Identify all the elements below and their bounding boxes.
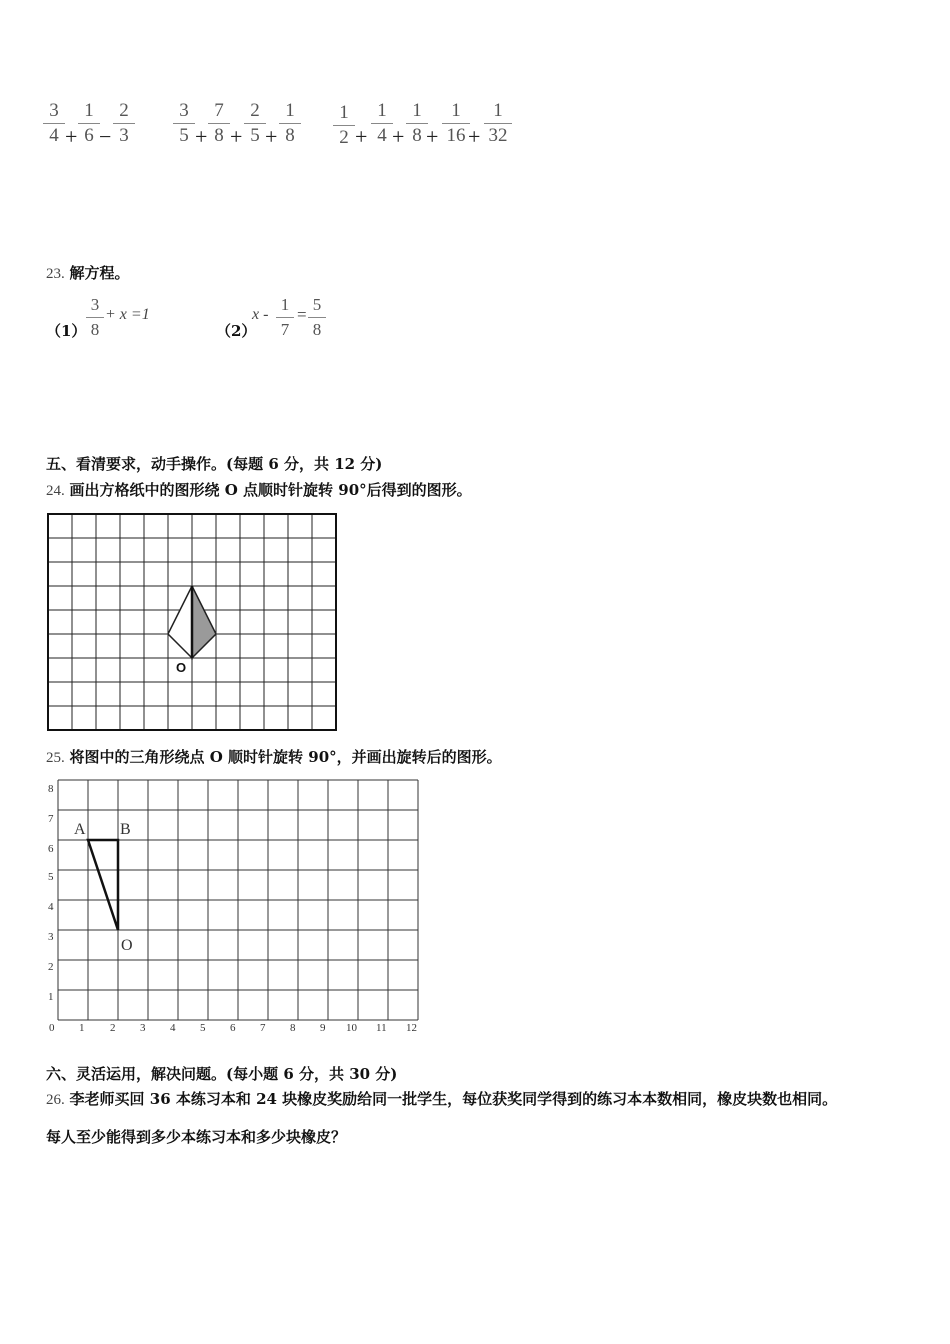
point-b-label: B xyxy=(120,821,131,838)
fraction xyxy=(442,101,470,146)
x-tick: 12 xyxy=(406,1022,417,1034)
fraction xyxy=(113,101,135,146)
x-tick: 1 xyxy=(79,1022,85,1034)
x-tick: 10 xyxy=(346,1022,357,1034)
y-tick: 6 xyxy=(48,843,54,855)
numerator: 3 xyxy=(90,295,100,314)
numerator: 2 xyxy=(119,100,129,121)
numerator: 1 xyxy=(285,100,295,121)
operator: + xyxy=(230,124,243,149)
operator: + xyxy=(65,124,78,149)
fraction-bar xyxy=(113,123,135,124)
denominator: 8 xyxy=(90,320,100,339)
denominator: 5 xyxy=(179,125,189,146)
numerator: 1 xyxy=(412,100,422,121)
y-tick: 4 xyxy=(48,901,54,913)
point-o-label: O xyxy=(176,660,187,675)
fraction xyxy=(173,101,195,146)
x-tick: 2 xyxy=(110,1022,116,1034)
section-6-title: 六、灵活运用，解决问题。(每小题 6 分，共 30 分) xyxy=(46,1065,398,1083)
numerator: 1 xyxy=(451,100,461,121)
x-tick: 7 xyxy=(260,1022,266,1034)
question-text: 将图中的三角形绕点 O 顺时针旋转 90°，并画出旋转后的图形。 xyxy=(69,748,502,766)
q24-grid-figure xyxy=(44,510,340,734)
x-tick: 9 xyxy=(320,1022,326,1034)
fraction-bar xyxy=(442,123,470,124)
x-tick: 6 xyxy=(230,1022,236,1034)
numerator: 1 xyxy=(84,100,94,121)
q25-coordinate-grid xyxy=(44,776,434,1038)
y-tick: 8 xyxy=(48,783,54,795)
question-text: 画出方格纸中的图形绕 O 点顺时针旋转 90°后得到的图形。 xyxy=(69,481,472,499)
denominator: 5 xyxy=(250,125,260,146)
numerator: 1 xyxy=(493,100,503,121)
numerator: 7 xyxy=(214,100,224,121)
fraction-bar xyxy=(43,123,65,124)
question-23-heading xyxy=(46,262,130,283)
x-tick: 3 xyxy=(140,1022,146,1034)
point-o-label: O xyxy=(121,937,133,954)
operator: + xyxy=(392,124,405,149)
fraction xyxy=(484,101,512,146)
equation-1-fraction xyxy=(86,295,104,340)
question-title: 解方程。 xyxy=(69,264,130,282)
y-tick: 7 xyxy=(48,813,54,825)
numerator: 2 xyxy=(250,100,260,121)
fraction-bar xyxy=(208,123,230,124)
denominator: 6 xyxy=(84,125,94,146)
operator: + xyxy=(426,124,439,149)
denominator: 8 xyxy=(285,125,295,146)
fraction xyxy=(244,101,266,146)
point-a-label: A xyxy=(74,821,86,838)
fraction xyxy=(371,101,393,146)
numerator: 1 xyxy=(280,295,290,314)
x-tick: 11 xyxy=(376,1022,387,1034)
equation-2-x: x - xyxy=(252,306,269,323)
denominator: 8 xyxy=(312,320,322,339)
numerator: 1 xyxy=(339,102,349,123)
y-tick: 2 xyxy=(48,961,54,973)
fraction-bar xyxy=(484,123,512,124)
fraction-bar xyxy=(173,123,195,124)
numerator: 3 xyxy=(49,100,59,121)
fraction-bar xyxy=(244,123,266,124)
fraction-bar xyxy=(86,317,104,318)
fraction-bar xyxy=(371,123,393,124)
question-number: 25. xyxy=(46,750,65,766)
question-number: 26. xyxy=(46,1092,65,1108)
fraction-bar xyxy=(308,317,326,318)
section-5-title: 五、看清要求，动手操作。(每题 6 分，共 12 分) xyxy=(46,455,383,473)
fraction xyxy=(208,101,230,146)
operator: − xyxy=(99,124,112,149)
fraction-bar xyxy=(276,317,294,318)
denominator: 4 xyxy=(49,125,59,146)
denominator: 16 xyxy=(446,125,466,146)
fraction-bar xyxy=(279,123,301,124)
equation-2-fraction-1 xyxy=(276,295,294,340)
equation-1-rest: + x =1 xyxy=(105,306,150,323)
fraction-bar xyxy=(406,123,428,124)
equation-2-fraction-2 xyxy=(308,295,326,340)
fraction xyxy=(279,101,301,146)
fraction xyxy=(78,101,100,146)
shape-shaded-half xyxy=(192,586,216,658)
operator: + xyxy=(265,124,278,149)
shape-left-half xyxy=(168,586,192,658)
equation-2-label: （2） xyxy=(216,322,257,340)
grid-lines xyxy=(58,780,418,1020)
operator: + xyxy=(468,124,481,149)
question-26-heading xyxy=(46,1088,837,1109)
fraction-bar xyxy=(78,123,100,124)
question-text: 李老师买回 36 本练习本和 24 块橡皮奖励给同一批学生，每位获奖同学得到的练习本本数相同，橡皮块数也相同。 xyxy=(69,1090,838,1108)
denominator: 2 xyxy=(339,127,349,148)
x-axis-ticks xyxy=(49,1022,417,1034)
x-tick: 4 xyxy=(170,1022,176,1034)
x-tick: 8 xyxy=(290,1022,296,1034)
question-number: 24. xyxy=(46,483,65,499)
x-tick: 5 xyxy=(200,1022,206,1034)
question-number: 23. xyxy=(46,266,65,282)
denominator: 8 xyxy=(214,125,224,146)
x-tick: 0 xyxy=(49,1022,55,1034)
operator: + xyxy=(355,124,368,149)
y-axis-ticks xyxy=(48,783,54,1003)
equation-2-equals: = xyxy=(297,305,307,324)
y-tick: 1 xyxy=(48,991,54,1003)
operator: + xyxy=(195,124,208,149)
denominator: 4 xyxy=(377,125,387,146)
denominator: 3 xyxy=(119,125,129,146)
equation-1-label: （1） xyxy=(46,322,87,340)
numerator: 3 xyxy=(179,100,189,121)
numerator: 1 xyxy=(377,100,387,121)
fraction-bar xyxy=(333,125,355,126)
numerator: 5 xyxy=(312,295,322,314)
denominator: 32 xyxy=(488,125,508,146)
fraction xyxy=(406,101,428,146)
triangle-abo xyxy=(88,840,118,930)
y-tick: 3 xyxy=(48,931,54,943)
fraction xyxy=(43,101,65,146)
question-24-heading xyxy=(46,479,472,500)
denominator: 8 xyxy=(412,125,422,146)
denominator: 7 xyxy=(280,320,290,339)
question-26-ask xyxy=(46,1126,346,1147)
y-tick: 5 xyxy=(48,871,54,883)
question-ask-text: 每人至少能得到多少本练习本和多少块橡皮？ xyxy=(46,1128,347,1146)
fraction xyxy=(333,103,355,148)
question-25-heading xyxy=(46,746,502,767)
